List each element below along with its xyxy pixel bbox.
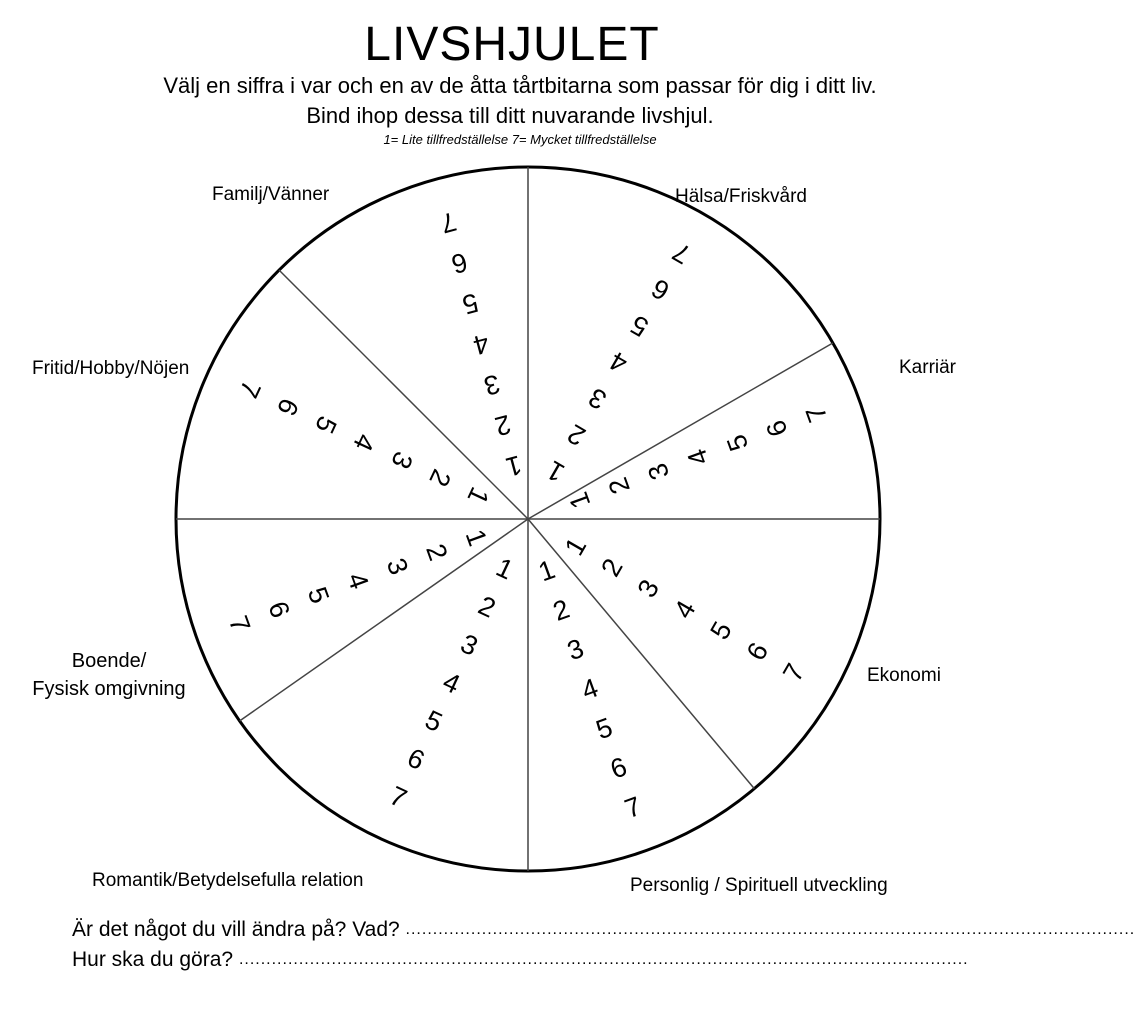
wheel-number-personlig-2[interactable]: 2	[549, 593, 574, 627]
question-how	[72, 947, 969, 973]
wheel-number-karriar-7[interactable]: 7	[799, 401, 834, 427]
question-change	[72, 917, 1135, 943]
wheel-number-karriar-4[interactable]: 4	[681, 444, 715, 470]
instruction-line-2: Bind ihop dessa till ditt nuvarande livshjul.	[306, 103, 714, 128]
segment-label-karriar: Karriär	[899, 357, 957, 378]
answer-line-how[interactable]: ......................................................................................................................................	[238, 951, 969, 968]
segment-label-fritid: Fritid/Hobby/Nöjen	[32, 358, 190, 379]
wheel-number-boende-2[interactable]: 2	[420, 540, 454, 565]
wheel-number-personlig-4[interactable]: 4	[577, 672, 603, 706]
wheel-number-halsa-5[interactable]: 5	[625, 309, 654, 343]
segment-label-familj: Familj/Vänner	[212, 184, 330, 205]
segment-label-boende-line1: Boende/	[71, 650, 147, 672]
wheel-number-familj-6[interactable]: 6	[448, 246, 471, 280]
wheel-number-familj-4[interactable]: 4	[470, 327, 493, 361]
wheel-number-fritid-1[interactable]: 1	[461, 482, 495, 509]
segment-label-boende-line2: Fysisk omgivning	[32, 678, 186, 700]
segment-label-romantik: Romantik/Betydelsefulla relation	[92, 870, 364, 891]
wheel-number-romantik-6[interactable]: 6	[402, 742, 430, 776]
wheel-number-karriar-6[interactable]: 6	[760, 416, 794, 441]
segment-label-boende	[10, 647, 208, 703]
wheel-number-halsa-1[interactable]: 1	[541, 454, 570, 489]
wheel-number-ekonomi-6[interactable]: 6	[740, 637, 775, 666]
wheel-number-romantik-5[interactable]: 5	[420, 704, 447, 738]
wheel-number-ekonomi-3[interactable]: 3	[631, 574, 666, 603]
wheel-number-boende-1[interactable]: 1	[459, 525, 493, 550]
instruction-line-1: Välj en siffra i var och en av de åtta tårtbitarna som passar för dig i ditt liv.	[163, 73, 877, 98]
segment-label-ekonomi: Ekonomi	[867, 665, 941, 686]
wheel-number-karriar-3[interactable]: 3	[641, 459, 676, 484]
wheel-number-ekonomi-5[interactable]: 5	[704, 616, 738, 645]
wheel-number-karriar-5[interactable]: 5	[720, 430, 755, 455]
wheel-number-personlig-5[interactable]: 5	[592, 711, 617, 746]
wheel-number-fritid-2[interactable]: 2	[423, 464, 457, 492]
answer-line-change[interactable]: ......................................................................................................................................	[405, 921, 1135, 938]
wheel-number-familj-7[interactable]: 7	[437, 206, 460, 239]
wheel-number-ekonomi-7[interactable]: 7	[777, 658, 811, 687]
segment-label-halsa: Hälsa/Friskvård	[675, 186, 807, 207]
wheel-number-personlig-7[interactable]: 7	[620, 790, 646, 825]
wheel-number-karriar-1[interactable]: 1	[563, 488, 597, 513]
question-change-text: Är det något du vill ändra på? Vad?	[72, 918, 400, 941]
wheel-number-boende-3[interactable]: 3	[380, 554, 415, 579]
wheel-number-familj-3[interactable]: 3	[480, 368, 504, 402]
wheel-number-romantik-2[interactable]: 2	[473, 590, 501, 624]
wheel-number-fritid-3[interactable]: 3	[385, 447, 419, 474]
wheel-number-halsa-3[interactable]: 3	[583, 381, 612, 416]
wheel-number-personlig-6[interactable]: 6	[606, 751, 631, 785]
wheel-number-fritid-4[interactable]: 4	[347, 429, 381, 456]
wheel-number-personlig-3[interactable]: 3	[563, 632, 588, 667]
question-how-text: Hur ska du göra?	[72, 948, 234, 971]
wheel-number-romantik-1[interactable]: 1	[491, 552, 518, 586]
wheel-number-halsa-2[interactable]: 2	[562, 418, 591, 452]
wheel-number-ekonomi-4[interactable]: 4	[668, 595, 702, 624]
wheel-number-halsa-7[interactable]: 7	[667, 236, 696, 270]
wheel-number-romantik-3[interactable]: 3	[456, 628, 483, 662]
wheel-divider	[528, 519, 754, 789]
wheel-number-ekonomi-1[interactable]: 1	[558, 532, 593, 561]
wheel-number-romantik-4[interactable]: 4	[438, 666, 465, 700]
wheel-number-boende-7[interactable]: 7	[222, 611, 257, 637]
segment-label-personlig: Personlig / Spirituell utveckling	[630, 875, 888, 896]
wheel-number-familj-2[interactable]: 2	[491, 408, 515, 442]
wheel-number-familj-5[interactable]: 5	[459, 287, 482, 321]
wheel-number-familj-1[interactable]: 1	[502, 449, 525, 483]
wheel-number-halsa-6[interactable]: 6	[646, 272, 675, 307]
wheel-number-ekonomi-2[interactable]: 2	[595, 553, 629, 582]
wheel-number-halsa-4[interactable]: 4	[604, 345, 633, 379]
wheel-number-fritid-7[interactable]: 7	[233, 376, 267, 403]
wheel-number-fritid-6[interactable]: 6	[271, 393, 305, 421]
scale-note: 1= Lite tillfredställelse 7= Mycket tillfredställelse	[383, 132, 657, 147]
wheel-number-personlig-1[interactable]: 1	[534, 554, 559, 588]
page-title: LIVSHJULET	[364, 18, 660, 71]
wheel-number-karriar-2[interactable]: 2	[602, 473, 636, 498]
wheel-number-boende-4[interactable]: 4	[341, 568, 375, 594]
wheel-number-boende-6[interactable]: 6	[262, 597, 296, 622]
wheel-number-romantik-7[interactable]: 7	[385, 780, 412, 814]
wheel-number-boende-5[interactable]: 5	[301, 583, 336, 608]
wheel-number-fritid-5[interactable]: 5	[309, 411, 343, 438]
